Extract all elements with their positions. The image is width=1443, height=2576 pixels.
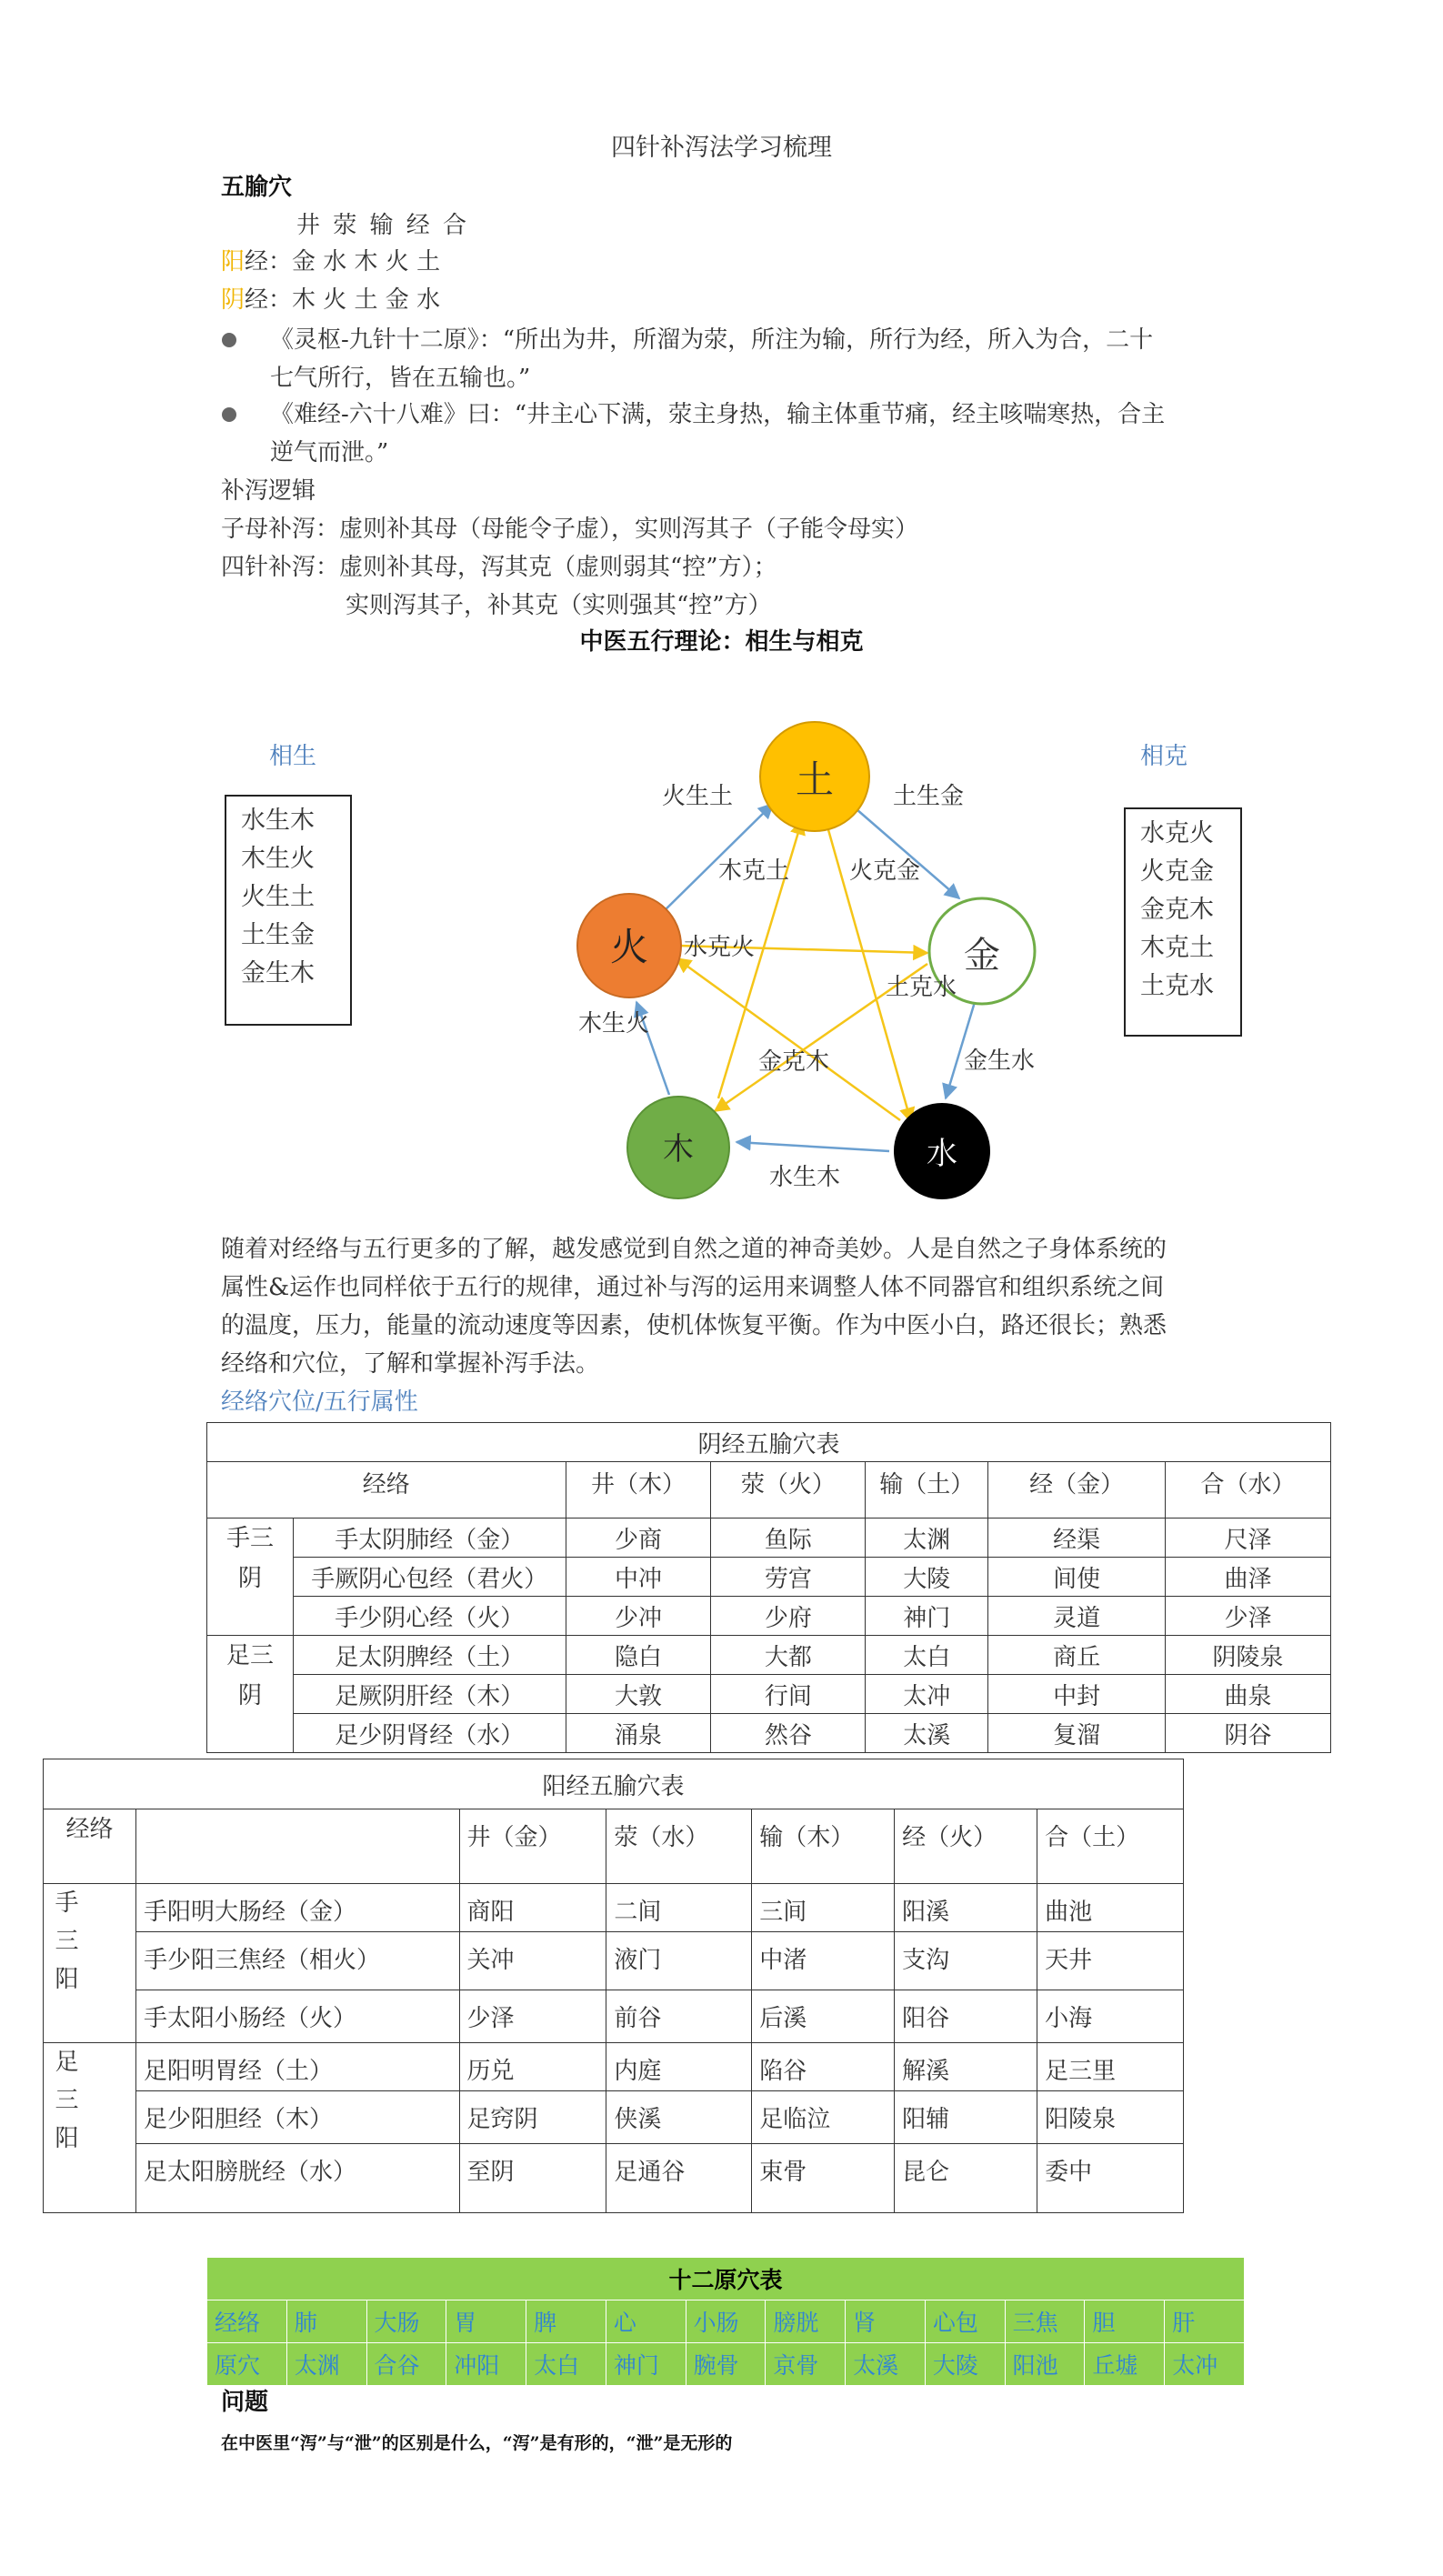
yuan-cell: 膀胱 xyxy=(766,2300,846,2343)
yin-header: 井（木） xyxy=(566,1462,711,1519)
yuan-cell: 原穴 xyxy=(207,2343,287,2386)
yin-header: 输（土） xyxy=(866,1462,988,1519)
yang-rest: 经：金 水 木 火 土 xyxy=(245,248,441,276)
point-cell: 太白 xyxy=(866,1636,988,1675)
yuan-cell: 心 xyxy=(606,2300,686,2343)
yang-group-name: 手三阳 xyxy=(44,1884,136,2043)
yuan-cell: 经络 xyxy=(207,2300,287,2343)
node-tu-label: 土 xyxy=(795,757,835,802)
table-row xyxy=(44,1884,1184,1932)
point-cell: 少泽 xyxy=(1166,1597,1331,1636)
table-row xyxy=(207,1558,1331,1597)
yuan-cell: 阳池 xyxy=(1005,2343,1085,2386)
table-row xyxy=(207,1519,1331,1558)
yang-prefix: 阳 xyxy=(221,248,246,276)
buxie-line1: 子母补泻：虚则补其母（母能令子虚），实则泻其子（子能令母实） xyxy=(221,516,919,543)
sheng-item: 金生木 xyxy=(241,959,315,987)
yin-header: 经络 xyxy=(207,1462,566,1519)
question-heading: 问题 xyxy=(221,2389,269,2416)
yuan-cell: 太溪 xyxy=(846,2343,926,2386)
point-cell: 液门 xyxy=(606,1932,752,1990)
quote2-line2: 逆气而泄。” xyxy=(270,439,389,466)
point-cell: 太渊 xyxy=(866,1519,988,1558)
point-cell: 隐白 xyxy=(566,1636,711,1675)
ke-item: 火克金 xyxy=(1140,857,1214,886)
point-cell: 昆仑 xyxy=(895,2144,1037,2213)
table-row xyxy=(207,1636,1331,1675)
point-cell: 少府 xyxy=(711,1597,866,1636)
point-cell: 足临泣 xyxy=(752,2091,895,2144)
channel-cell: 足厥阴肝经（木） xyxy=(293,1675,566,1714)
sheng-item: 木生火 xyxy=(241,845,315,873)
ke-item: 水克火 xyxy=(1140,819,1214,847)
buxie-line2: 四针补泻：虚则补其母，泻其克（虚则弱其“控”方）； xyxy=(221,554,777,581)
point-cell: 大敦 xyxy=(566,1675,711,1714)
point-cell: 支沟 xyxy=(895,1932,1037,1990)
quote1-line1: 《灵枢-九针十二原》：“所出为井，所溜为荥，所注为输，所行为经，所入为合，二十 xyxy=(270,326,1154,354)
paragraph-line: 的温度，压力，能量的流动速度等因素，使机体恢复平衡。作为中医小白，路还很长；熟悉 xyxy=(221,1312,1167,1339)
point-cell: 曲泉 xyxy=(1166,1675,1331,1714)
point-cell: 内庭 xyxy=(606,2043,752,2091)
label-shui-sheng-mu: 水生木 xyxy=(769,1164,841,1191)
yuan-table xyxy=(206,2257,1245,2386)
point-cell: 经渠 xyxy=(988,1519,1166,1558)
yuan-cell: 腕骨 xyxy=(686,2343,766,2386)
point-cell: 神门 xyxy=(866,1597,988,1636)
quote2-line1: 《难经-六十八难》曰：“井主心下满，荥主身热，输主体重节痛，经主咳喘寒热，合主 xyxy=(270,401,1166,428)
channel-cell: 足太阴脾经（土） xyxy=(293,1636,566,1675)
channel-cell: 足少阴肾经（水） xyxy=(293,1714,566,1753)
yuan-table-title: 十二原穴表 xyxy=(207,2258,1245,2300)
yang-table-title: 阳经五腧穴表 xyxy=(44,1759,1184,1809)
label-jin-sheng-shui: 金生水 xyxy=(964,1047,1036,1075)
point-cell: 二间 xyxy=(606,1884,752,1932)
yin-table-title: 阴经五腧穴表 xyxy=(207,1423,1331,1462)
point-cell: 太冲 xyxy=(866,1675,988,1714)
yin-group-name: 足三阴 xyxy=(207,1636,294,1753)
ke-item: 土克水 xyxy=(1140,972,1214,1000)
yuan-cell: 丘墟 xyxy=(1085,2343,1165,2386)
point-cell: 阳陵泉 xyxy=(1037,2091,1184,2144)
channel-cell: 手阳明大肠经（金） xyxy=(135,1884,459,1932)
yang-header: 经络 xyxy=(44,1809,136,1884)
label-shui-ke-huo: 水克火 xyxy=(684,934,756,961)
ke-item: 木克土 xyxy=(1140,934,1214,962)
paragraph-line: 经络和穴位，了解和掌握补泻手法。 xyxy=(221,1350,600,1378)
point-cell: 阳溪 xyxy=(895,1884,1037,1932)
point-cell: 阴谷 xyxy=(1166,1714,1331,1753)
point-cell: 行间 xyxy=(711,1675,866,1714)
paragraph-line: 属性&运作也同样依于五行的规律，通过补与泻的运用来调整人体不同器官和组织系统之间 xyxy=(221,1274,1165,1301)
yin-prefix: 阴 xyxy=(221,286,246,314)
point-cell: 尺泽 xyxy=(1166,1519,1331,1558)
point-cell: 后溪 xyxy=(752,1990,895,2043)
point-cell: 商阳 xyxy=(459,1884,606,1932)
point-cell: 然谷 xyxy=(711,1714,866,1753)
yuan-cell: 太白 xyxy=(526,2343,606,2386)
page-title: 四针补泻法学习梳理 xyxy=(611,134,832,162)
sheng-item: 水生木 xyxy=(241,807,315,835)
label-jin-ke-mu: 金克木 xyxy=(758,1048,830,1076)
section-heading: 经络穴位/五行属性 xyxy=(221,1388,418,1416)
ke-label: 相克 xyxy=(1140,743,1188,770)
node-shui-label: 水 xyxy=(927,1136,957,1172)
label-huo-sheng-tu: 火生土 xyxy=(662,783,734,810)
point-cell: 间使 xyxy=(988,1558,1166,1597)
yuan-cell: 肝 xyxy=(1165,2300,1245,2343)
yin-header: 合（水） xyxy=(1166,1462,1331,1519)
yang-header-blank xyxy=(135,1809,459,1884)
channel-cell: 足阳明胃经（土） xyxy=(135,2043,459,2091)
label-huo-ke-jin: 火克金 xyxy=(849,857,921,885)
point-cell: 足窍阴 xyxy=(459,2091,606,2144)
point-cell: 曲泽 xyxy=(1166,1558,1331,1597)
yin-group-name: 手三阴 xyxy=(207,1519,294,1636)
yang-group-name: 足三阳 xyxy=(44,2043,136,2213)
table-row xyxy=(207,1714,1331,1753)
ke-item: 金克木 xyxy=(1140,896,1214,924)
point-cell: 陷谷 xyxy=(752,2043,895,2091)
yuan-cell: 脾 xyxy=(526,2300,606,2343)
table-row xyxy=(44,1990,1184,2043)
point-cell: 侠溪 xyxy=(606,2091,752,2144)
point-cell: 鱼际 xyxy=(711,1519,866,1558)
yuan-cell: 神门 xyxy=(606,2343,686,2386)
point-cell: 中冲 xyxy=(566,1558,711,1597)
question-text: 在中医里“泻”与“泄”的区别是什么，“泻”是有形的，“泄”是无形的 xyxy=(221,2433,733,2453)
point-cell: 小海 xyxy=(1037,1990,1184,2043)
point-cell: 复溜 xyxy=(988,1714,1166,1753)
yuan-cell: 太冲 xyxy=(1165,2343,1245,2386)
node-huo-label: 火 xyxy=(609,925,649,969)
wuxing-diagram xyxy=(0,0,1443,1273)
point-cell: 阴陵泉 xyxy=(1166,1636,1331,1675)
yuan-cell: 太渊 xyxy=(286,2343,366,2386)
buxie-line3: 实则泻其子，补其克（实则强其“控”方） xyxy=(346,592,772,619)
yuan-cell: 合谷 xyxy=(366,2343,446,2386)
point-cell: 涌泉 xyxy=(566,1714,711,1753)
point-cell: 委中 xyxy=(1037,2144,1184,2213)
table-row xyxy=(207,1597,1331,1636)
point-cell: 前谷 xyxy=(606,1990,752,2043)
point-cell: 大都 xyxy=(711,1636,866,1675)
yang-table xyxy=(43,1759,1184,2213)
channel-cell: 足太阳膀胱经（水） xyxy=(135,2144,459,2213)
table-row xyxy=(207,1675,1331,1714)
buxie-heading: 补泻逻辑 xyxy=(221,477,316,505)
table-row xyxy=(207,2300,1245,2343)
table-row xyxy=(44,2144,1184,2213)
yuan-cell: 肾 xyxy=(846,2300,926,2343)
table-row xyxy=(44,2043,1184,2091)
yang-header: 输（木） xyxy=(752,1809,895,1884)
yang-header: 荥（水） xyxy=(606,1809,752,1884)
point-cell: 曲池 xyxy=(1037,1884,1184,1932)
yuan-cell: 胆 xyxy=(1085,2300,1165,2343)
yang-header: 经（火） xyxy=(895,1809,1037,1884)
diagram-title: 中医五行理论：相生与相克 xyxy=(579,628,864,656)
channel-cell: 手太阴肺经（金） xyxy=(293,1519,566,1558)
table-row xyxy=(44,1932,1184,1990)
paragraph-line: 随着对经络与五行更多的了解，越发感觉到自然之道的神奇美妙。人是自然之子身体系统的 xyxy=(221,1236,1167,1263)
yuan-cell: 小肠 xyxy=(686,2300,766,2343)
point-cell: 足通谷 xyxy=(606,2144,752,2213)
yuan-cell: 心包 xyxy=(925,2300,1005,2343)
wushu-heading: 五腧穴 xyxy=(221,174,293,201)
point-cell: 大陵 xyxy=(866,1558,988,1597)
channel-cell: 足少阳胆经（木） xyxy=(135,2091,459,2144)
channel-cell: 手厥阴心包经（君火） xyxy=(293,1558,566,1597)
yuan-cell: 大肠 xyxy=(366,2300,446,2343)
yuan-cell: 肺 xyxy=(286,2300,366,2343)
point-cell: 至阴 xyxy=(459,2144,606,2213)
edge-shui-sheng-mu xyxy=(737,1142,889,1151)
wushu-header-row: 井 荥 输 经 合 xyxy=(296,212,470,239)
point-cell: 阳谷 xyxy=(895,1990,1037,2043)
sheng-item: 土生金 xyxy=(241,921,315,949)
label-tu-sheng-jin: 土生金 xyxy=(893,783,965,810)
sheng-item: 火生土 xyxy=(241,883,315,911)
node-jin-label: 金 xyxy=(964,935,1000,977)
point-cell: 少冲 xyxy=(566,1597,711,1636)
yuan-cell: 胃 xyxy=(446,2300,526,2343)
point-cell: 太溪 xyxy=(866,1714,988,1753)
yin-header: 荥（火） xyxy=(711,1462,866,1519)
point-cell: 天井 xyxy=(1037,1932,1184,1990)
label-mu-ke-tu: 木克土 xyxy=(718,857,790,885)
point-cell: 中封 xyxy=(988,1675,1166,1714)
label-mu-sheng-huo: 木生火 xyxy=(578,1010,650,1037)
yuan-cell: 大陵 xyxy=(925,2343,1005,2386)
point-cell: 少泽 xyxy=(459,1990,606,2043)
channel-cell: 手太阳小肠经（火） xyxy=(135,1990,459,2043)
yang-header: 井（金） xyxy=(459,1809,606,1884)
yang-header: 合（土） xyxy=(1037,1809,1184,1884)
yuan-cell: 冲阳 xyxy=(446,2343,526,2386)
yin-rest: 经：木 火 土 金 水 xyxy=(245,286,441,314)
channel-cell: 手少阳三焦经（相火） xyxy=(135,1932,459,1990)
sheng-label: 相生 xyxy=(269,743,317,770)
point-cell: 历兑 xyxy=(459,2043,606,2091)
point-cell: 中渚 xyxy=(752,1932,895,1990)
yuan-cell: 三焦 xyxy=(1005,2300,1085,2343)
point-cell: 劳宫 xyxy=(711,1558,866,1597)
node-mu-label: 木 xyxy=(663,1131,694,1168)
yuan-cell: 京骨 xyxy=(766,2343,846,2386)
point-cell: 少商 xyxy=(566,1519,711,1558)
table-row xyxy=(207,2343,1245,2386)
point-cell: 束骨 xyxy=(752,2144,895,2213)
edge-shui-ke-huo xyxy=(676,958,900,1120)
point-cell: 足三里 xyxy=(1037,2043,1184,2091)
yin-header: 经（金） xyxy=(988,1462,1166,1519)
table-row xyxy=(44,2091,1184,2144)
point-cell: 灵道 xyxy=(988,1597,1166,1636)
point-cell: 解溪 xyxy=(895,2043,1037,2091)
point-cell: 关冲 xyxy=(459,1932,606,1990)
point-cell: 阳辅 xyxy=(895,2091,1037,2144)
channel-cell: 手少阴心经（火） xyxy=(293,1597,566,1636)
edge-tu-sheng-jin xyxy=(857,809,959,898)
yin-table xyxy=(206,1422,1331,1753)
point-cell: 商丘 xyxy=(988,1636,1166,1675)
point-cell: 三间 xyxy=(752,1884,895,1932)
label-tu-ke-shui: 土克水 xyxy=(886,974,957,1001)
quote1-line2: 七气所行，皆在五输也。” xyxy=(270,365,531,392)
